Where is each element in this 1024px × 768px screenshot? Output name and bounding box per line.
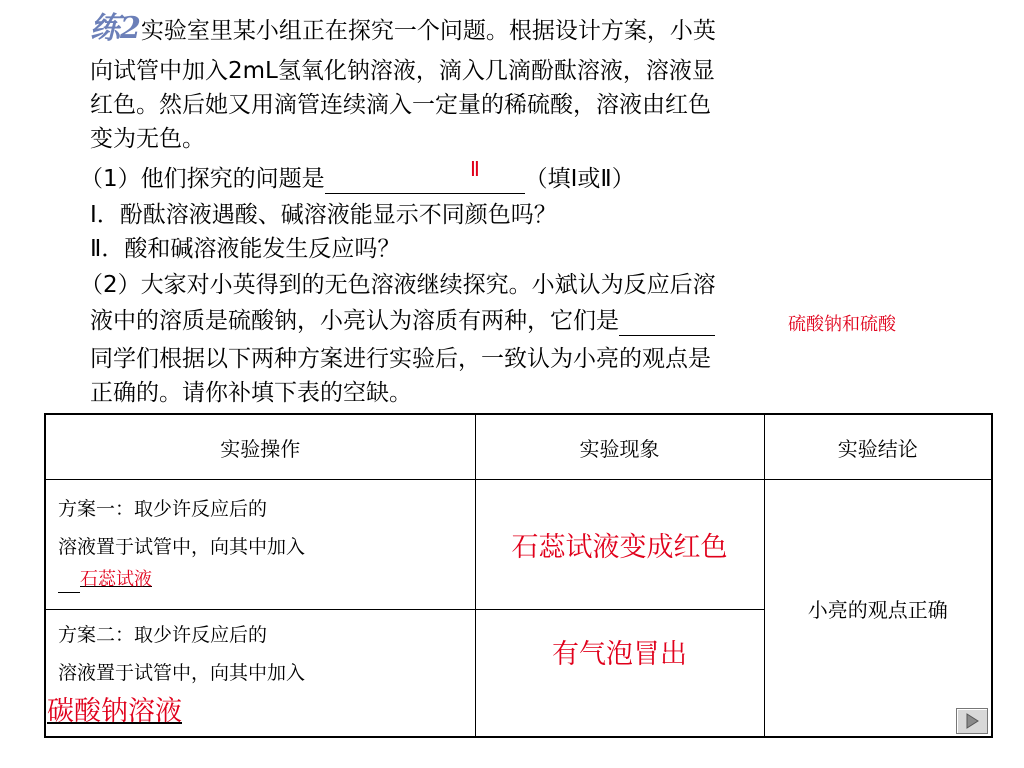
next-slide-button[interactable] (956, 708, 988, 734)
conclusion-cell: 小亮的观点正确 (764, 480, 992, 738)
option-1: Ⅰ．酚酞溶液遇酸、碱溶液能显示不同颜色吗？ (90, 202, 557, 228)
header-conclusion: 实验结论 (764, 414, 992, 480)
question-2-answer: 硫酸钠和硫酸 (788, 314, 896, 335)
problem-text: 实验室里某小组正在探究一个问题。根据设计方案，小英 (140, 18, 716, 44)
plan-1-line-2: 溶液置于试管中，向其中加入 (58, 536, 306, 558)
header-observation: 实验现象 (475, 414, 764, 480)
plan-2-answer: 碳酸钠溶液 (47, 696, 182, 727)
question-1-answer: Ⅱ (470, 157, 480, 181)
question-1-prefix: （1）他们探究的问题是 (80, 166, 325, 192)
answer-blank (58, 572, 80, 593)
plan-1-answer-row (58, 566, 475, 593)
plan-2-observation: 有气泡冒出 (475, 610, 764, 738)
table-row (45, 480, 992, 610)
problem-line-1 (90, 11, 716, 46)
problem-line-4: 变为无色。 (90, 126, 205, 152)
question-1 (80, 164, 635, 194)
question-2-line-1: （2）大家对小英得到的无色溶液继续探究。小斌认为反应后溶 (80, 272, 716, 298)
plan-2-line-2: 溶液置于试管中，向其中加入 (58, 662, 306, 684)
question-2-text: 液中的溶质是硫酸钠，小亮认为溶质有两种，它们是 (90, 308, 619, 334)
play-triangle-icon (964, 713, 980, 729)
question-2-line-2 (90, 306, 715, 336)
header-operation: 实验操作 (45, 414, 475, 480)
answer-blank (325, 169, 525, 194)
plan-1-observation: 石蕊试液变成红色 (475, 480, 764, 610)
question-1-suffix: （填Ⅰ或Ⅱ） (524, 166, 635, 192)
question-2-line-3: 同学们根据以下两种方案进行实验后，一致认为小亮的观点是 (90, 346, 711, 372)
plan-1-line-1: 方案一：取少许反应后的 (58, 498, 268, 520)
exercise-number: 练2 (90, 11, 141, 46)
plan-1-answer: 石蕊试液 (80, 569, 152, 590)
answer-blank (619, 311, 715, 336)
problem-line-2: 向试管中加入2mL氢氧化钠溶液，滴入几滴酚酞溶液，溶液显 (90, 58, 715, 84)
option-2: Ⅱ．酸和碱溶液能发生反应吗？ (90, 236, 401, 262)
experiment-table (44, 413, 993, 738)
problem-line-3: 红色。然后她又用滴管连续滴入一定量的稀硫酸，溶液由红色 (90, 92, 711, 118)
table-header-row (45, 414, 992, 480)
question-2-line-4: 正确的。请你补填下表的空缺。 (90, 380, 412, 406)
plan-2-line-1: 方案二：取少许反应后的 (58, 624, 268, 646)
plan-1-operation (45, 480, 475, 610)
